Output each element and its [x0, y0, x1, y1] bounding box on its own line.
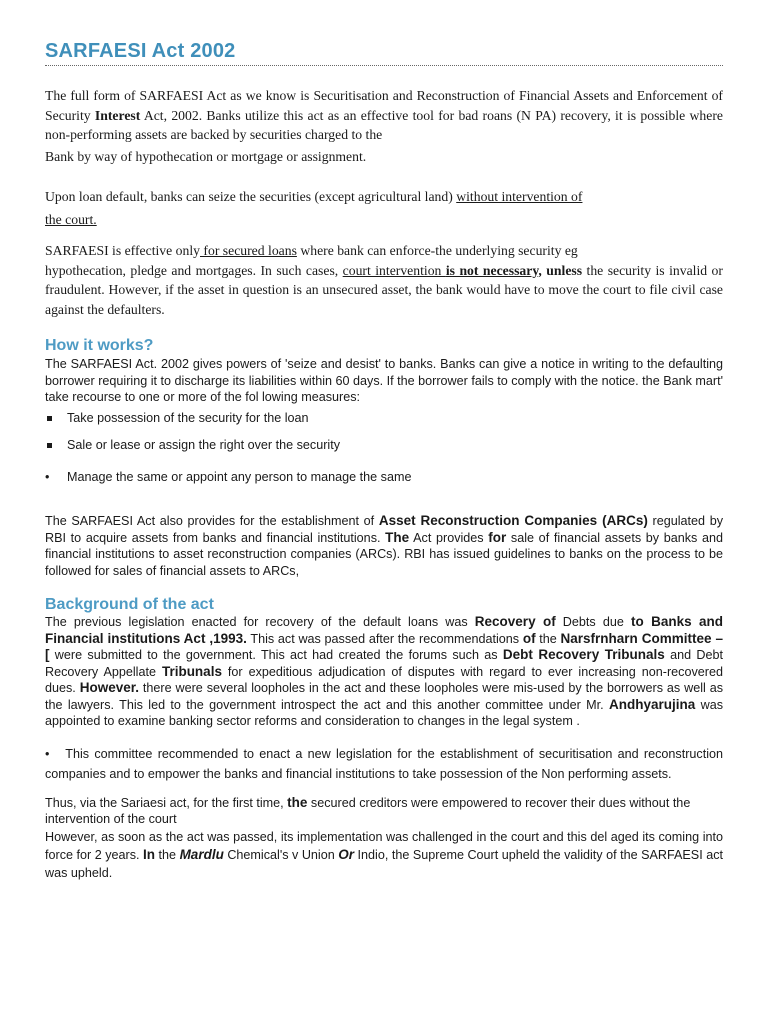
- bold-drt: Debt Recovery Tribunals: [502, 647, 665, 662]
- text-span: However, as soon as the act was passed, its implementation was challenged in the court and this del aged its coming into force for 2 years.: [45, 829, 723, 862]
- text-span: Act provides: [409, 530, 489, 545]
- list-item-text: This committee recommended to enact a new legislation for the establishment of securitisation and reconstruction companies and to empower the banks and financial institutions to take possession of the Non performing assets.: [45, 746, 723, 781]
- intro-paragraph-1: [45, 86, 723, 145]
- bold-for: for: [488, 529, 507, 545]
- intro-paragraph-1-tail: Bank by way of hypothecation or mortgage or assignment.: [45, 148, 367, 164]
- text-span: Upon loan default, banks can seize the securities (except agricultural land): [45, 189, 457, 204]
- arc-paragraph: [45, 513, 723, 579]
- underlined-court-intervention: court intervention: [342, 262, 446, 278]
- round-bullet-icon: •: [45, 469, 50, 484]
- text-span: sale of financial assets by banks and financial institutions to asset reconstruction companies (ARCs). RBI has issued guidelines to banks on the process to be followed for sales of financial assets to ARCs,: [45, 530, 724, 578]
- text-span: where bank can enforce-the underlying security eg: [296, 243, 578, 258]
- bold-italic-case-name: Mardlu: [179, 846, 224, 862]
- background-bullet: [45, 744, 723, 785]
- intro-paragraph-3-line-1: [45, 241, 723, 261]
- text-span: there were several loopholes in the act and these loopholes were mis-used by the borrowers as well as the lawyers. This led to the government introspect the act and this another committee under Mr.: [45, 681, 724, 712]
- text-span: the security is invalid or fraudulent. However, if the asset in question is an unsecured asset, the bank would have to move the court to file civil case against the defaulters.: [45, 262, 723, 317]
- heading-how-it-works: How it works?: [45, 337, 154, 354]
- underlined-text: without intervention of: [456, 189, 583, 204]
- bold-however: However.: [79, 680, 139, 695]
- text-span: and Debt Recovery Appellate: [45, 648, 723, 679]
- text-span: Chemical's v Union: [223, 847, 339, 862]
- text-span: for expeditious adjudication of disputes with regard to ever increasing non-recovered dues.: [45, 664, 723, 695]
- text-span: the: [155, 847, 180, 862]
- text-span: The SARFAESI Act also provides for the establishment of: [45, 514, 379, 528]
- text-span: SARFAESI is effective only: [45, 243, 200, 258]
- document-title: SARFAESI Act 2002: [45, 40, 236, 62]
- bold-not-necessary: is not necessary,: [445, 262, 542, 278]
- intro-paragraph-2-tail: the court.: [45, 211, 97, 227]
- bold-tribunals: Tribunals: [161, 663, 222, 679]
- text-span: regulated by RBI to acquire assets from banks and financial institutions.: [45, 514, 723, 545]
- round-bullet-icon: •: [45, 746, 50, 761]
- bold-committee-name: Narsfrnharn Committee – [: [45, 630, 723, 662]
- list-item: [45, 410, 723, 427]
- bold-the: The: [385, 529, 410, 545]
- text-span: This act was passed after the recommendations: [246, 631, 523, 646]
- list-item-text: Take possession of the security for the loan: [67, 410, 309, 425]
- square-bullet-icon: [47, 443, 52, 448]
- however-paragraph: [45, 828, 723, 882]
- list-item-text: Sale or lease or assign the right over the security: [67, 438, 341, 452]
- bold-text: Recovery of: [474, 614, 556, 629]
- heading-background: Background of the act: [45, 596, 214, 613]
- bold-unless: unless: [541, 262, 583, 278]
- text-span: secured creditors were empowered to recover their dues without the intervention of the court: [45, 795, 691, 826]
- title-dotted-rule: [45, 65, 723, 66]
- intro-paragraph-3-body: [45, 261, 723, 320]
- underlined-secured-loans: for secured loans: [200, 243, 297, 258]
- text-span: The previous legislation enacted for recovery of the default loans was: [45, 615, 475, 629]
- text-span: The full form of SARFAESI Act as we know is Securitisation and Reconstruction of Financial Assets and Enforcement of Security: [45, 88, 723, 123]
- text-span: Act, 2002. Banks utilize this act as an effective tool for bad roans (N PA) recovery, it is possible where non-performing assets are backed by securities charged to the: [45, 107, 723, 142]
- bold-in: In: [143, 846, 156, 862]
- square-bullet-icon: [47, 416, 52, 421]
- bold-act-name: to Banks and Financial institutions Act ,1993.: [45, 614, 723, 646]
- bold-interest: Interest: [94, 107, 141, 123]
- bold-text: of: [522, 630, 536, 646]
- bold-the: the: [287, 794, 308, 810]
- text-span: hypothecation, pledge and mortgages. In such cases,: [45, 262, 343, 278]
- list-item: [45, 469, 723, 486]
- intro-paragraph-2: [45, 187, 645, 207]
- bold-italic-or: Or: [338, 846, 355, 862]
- text-span: Indio, the Supreme Court upheld the validity of the SARFAESI act was upheld.: [45, 847, 724, 880]
- how-paragraph: The SARFAESI Act. 2002 gives powers of 'seize and desist' to banks. Banks can give a notice in writing to the defaulting borrower requiring it to discharge its liabilities within 60 days. If the borrower fails to comply with the notice. the Bank mart' take recourse to one or more of the fol lowing measures:: [45, 357, 723, 404]
- background-paragraph: [45, 614, 723, 730]
- list-item: [45, 437, 723, 454]
- document-page: [45, 40, 723, 882]
- bold-person-name: Andhyarujina: [609, 696, 696, 712]
- text-span: were submitted to the government. This act had created the forums such as: [49, 648, 503, 662]
- text-span: Thus, via the Sariaesi act, for the first time,: [45, 795, 288, 810]
- text-span: was appointed to examine banking sector reforms and consideration to changes in the legal system .: [45, 697, 723, 728]
- text-span: Debts due: [555, 615, 631, 629]
- text-span: the: [535, 631, 561, 646]
- bold-arcs: Asset Reconstruction Companies (ARCs): [378, 513, 648, 528]
- list-item-text: Manage the same or appoint any person to manage the same: [67, 469, 412, 484]
- thus-paragraph: [45, 795, 723, 828]
